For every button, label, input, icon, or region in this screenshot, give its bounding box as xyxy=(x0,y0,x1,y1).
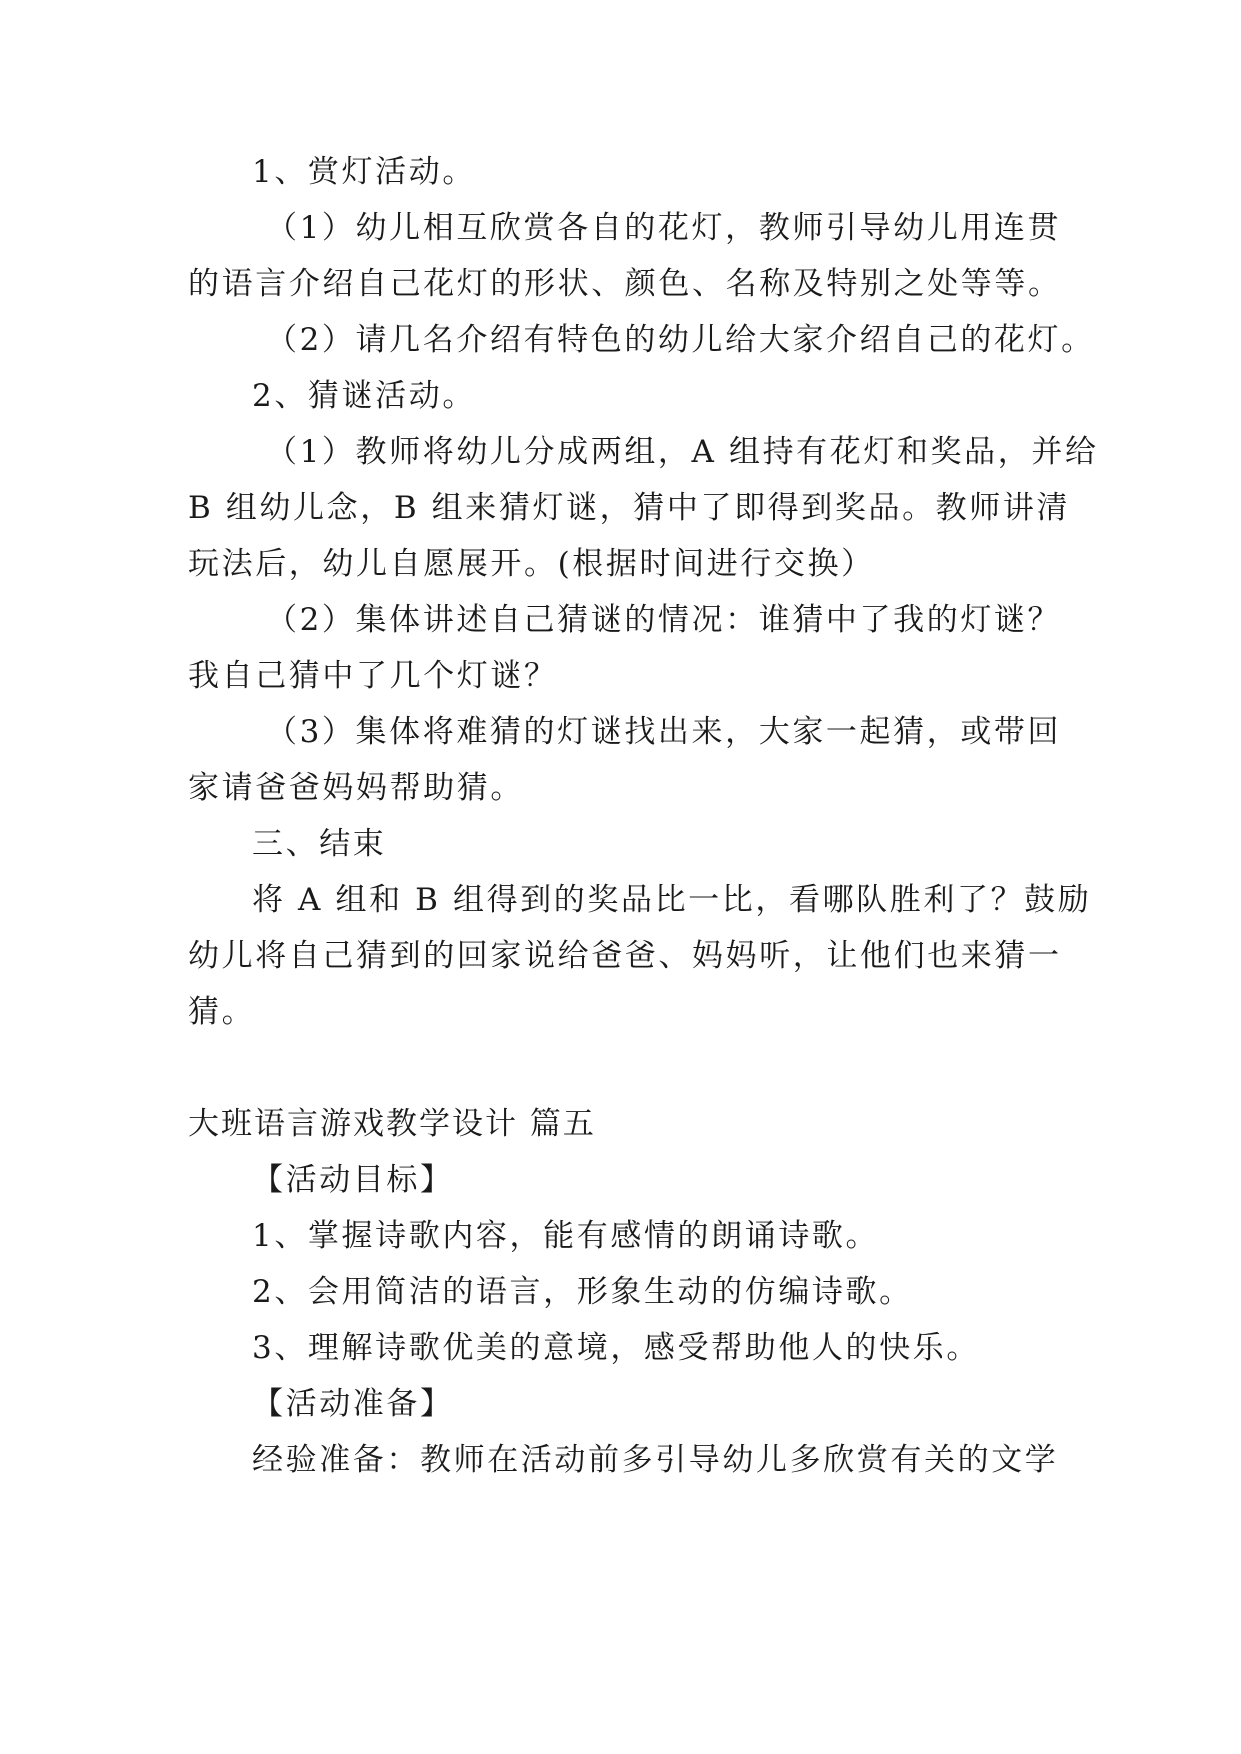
section-title: 大班语言游戏教学设计 篇五 xyxy=(188,1106,596,1142)
subheading-objectives: 【活动目标】 xyxy=(252,1162,454,1198)
objective-item: 1、掌握诗歌内容，能有感情的朗诵诗歌。 xyxy=(252,1218,880,1254)
paragraph-line: 的语言介绍自己花灯的形状、颜色、名称及特别之处等等。 xyxy=(188,266,1062,302)
item-1-heading: 1、赏灯活动。 xyxy=(252,154,476,190)
paragraph-line: 玩法后，幼儿自愿展开。(根据时间进行交换） xyxy=(188,546,875,582)
item-2-heading: 2、猜谜活动。 xyxy=(252,378,476,414)
paragraph-line: （1）幼儿相互欣赏各自的花灯，教师引导幼儿用连贯 xyxy=(266,210,1062,246)
section-heading-end: 三、结束 xyxy=(252,826,387,862)
subheading-preparation: 【活动准备】 xyxy=(252,1386,454,1422)
objective-item: 2、会用简洁的语言，形象生动的仿编诗歌。 xyxy=(252,1274,913,1310)
paragraph-line: 经验准备：教师在活动前多引导幼儿多欣赏有关的文学 xyxy=(252,1442,1059,1478)
paragraph-line: 猜。 xyxy=(188,994,256,1030)
paragraph-line: 幼儿将自己猜到的回家说给爸爸、妈妈听，让他们也来猜一 xyxy=(188,938,1062,974)
paragraph-line: 家请爸爸妈妈帮助猜。 xyxy=(188,770,524,806)
paragraph-line: （1）教师将幼儿分成两组，A 组持有花灯和奖品，并给 xyxy=(266,434,1099,470)
paragraph-line: B 组幼儿念，B 组来猜灯谜，猜中了即得到奖品。教师讲清 xyxy=(188,490,1071,526)
paragraph-line: （3）集体将难猜的灯谜找出来，大家一起猜，或带回 xyxy=(266,714,1062,750)
objective-item: 3、理解诗歌优美的意境，感受帮助他人的快乐。 xyxy=(252,1330,980,1366)
paragraph-line: （2）请几名介绍有特色的幼儿给大家介绍自己的花灯。 xyxy=(266,322,1095,358)
paragraph-line: 我自己猜中了几个灯谜？ xyxy=(188,658,558,694)
paragraph-line: （2）集体讲述自己猜谜的情况：谁猜中了我的灯谜？ xyxy=(266,602,1062,638)
paragraph-line: 将 A 组和 B 组得到的奖品比一比，看哪队胜利了？鼓励 xyxy=(252,882,1092,918)
